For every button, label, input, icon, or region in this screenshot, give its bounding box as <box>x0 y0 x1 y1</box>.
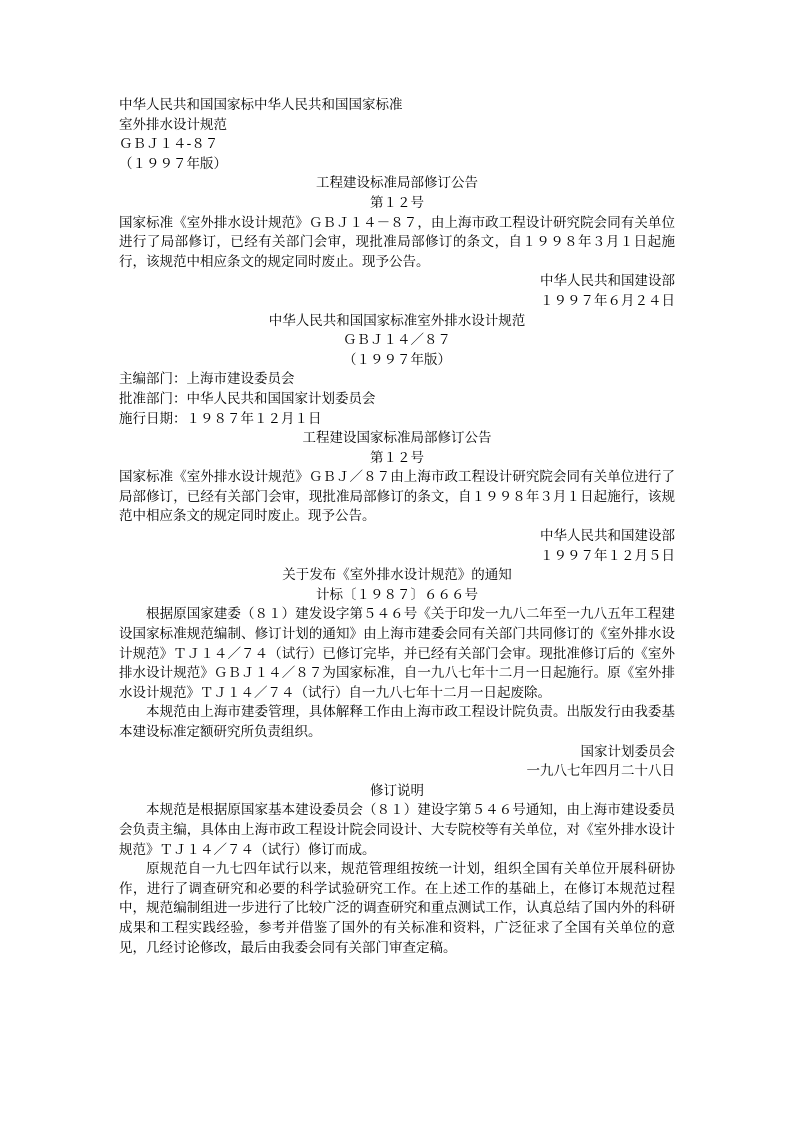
release-date: 一九八七年四月二十八日 <box>526 763 675 780</box>
notice1-date: １９９７年６月２４日 <box>540 292 675 309</box>
standard-approver: 批准部门：中华人民共和国国家计划委员会 <box>119 390 376 407</box>
notice2-number: 第１２号 <box>370 449 424 466</box>
release-number: 计标〔１９８７〕６６６号 <box>316 586 478 603</box>
standard-title: 中华人民共和国国家标准室外排水设计规范 <box>268 312 526 329</box>
notice2-title: 工程建设国家标准局部修订公告 <box>302 430 492 447</box>
notice1-number: 第１２号 <box>370 194 424 211</box>
notice2-date: １９９７年１２月５日 <box>540 547 675 564</box>
revision-title: 修订说明 <box>370 782 424 799</box>
standard-code: ＧＢＪ１４／８７ <box>343 332 451 349</box>
release-paragraph-2: 本规范由上海市建委管理，具体解释工作由上海市政工程设计院负责。出版发行由我委基本建设标准定额研究所负责组织。 <box>119 704 675 740</box>
revision-paragraph-2: 原规范自一九七四年试行以来，规范管理组按统一计划，组织全国有关单位开展科研协作，进行了调查研究和必要的科学试验研究工作。在上述工作的基础上，在修订本规范过程中，规范编制组进一步进行了比较广泛的调查研究和重点测试工作，认真总结了国内外的科研成果和工程实践经验，参考并借鉴了国外的有关标准和资料，广泛征求了全国有关单位的意见，几经讨论修改，最后由我委会同有关部门审查定稿。 <box>119 861 675 956</box>
revision-paragraph-1: 本规范是根据原国家基本建设委员会（８１）建设字第５４６号通知，由上海市建设委员会负责主编，具体由上海市政工程设计院会同设计、大专院校等有关单位，对《室外排水设计规范》ＴＪ１４／７４（试行）修订而成。 <box>119 802 675 858</box>
notice2-issuer: 中华人民共和国建设部 <box>540 528 675 545</box>
notice1-title: 工程建设标准局部修订公告 <box>316 175 478 192</box>
notice1-body: 国家标准《室外排水设计规范》ＧＢＪ１４－８７，由上海市政工程设计研究院会同有关单位进行了局部修订，已经有关部门会审，现批准局部修订的条文，自１９９８年３月１日起施行，该规范中相应条文的规定同时废止。现予公告。 <box>119 214 675 270</box>
notice1-issuer: 中华人民共和国建设部 <box>540 273 675 290</box>
header-line-1: 中华人民共和国国家标中华人民共和国国家标准 <box>119 97 403 113</box>
header-code: ＧＢＪ１４-８７ <box>119 136 219 153</box>
standard-edition: （１９９７年版） <box>343 351 451 368</box>
header-edition: （１９９７年版） <box>119 155 227 172</box>
header-title: 室外排水设计规范 <box>119 116 227 133</box>
release-paragraph-1: 根据原国家建委（８１）建发设字第５４６号《关于印发一九八二年至一九八五年工程建设国家标准规范编制、修订计划的通知》由上海市建委会同有关部门共同修订的《室外排水设计规范》ＴＪ１４／７４（试行）已修订完毕，并已经有关部门会审。现批准修订后的《室外排水设计规范》ＧＢＪ１４／８７为国家标准，自一九八七年十二月一日起施行。原《室外排水设计规范》ＴＪ１４／７４（试行）自一九八七年十二月一日起废除。 <box>119 606 675 701</box>
release-issuer: 国家计划委员会 <box>580 743 675 760</box>
standard-effective-date: 施行日期：１９８７年１２月１日 <box>119 410 322 427</box>
document-page <box>119 96 675 958</box>
standard-editor: 主编部门：上海市建设委员会 <box>119 371 295 388</box>
notice2-body: 国家标准《室外排水设计规范》ＧＢＪ／８７由上海市政工程设计研究院会同有关单位进行了局部修订，已经有关部门会审，现批准局部修订的条文，自１９９８年３月１日起施行，该规范中相应条文的规定同时废止。现予公告。 <box>119 469 675 525</box>
release-title: 关于发布《室外排水设计规范》的通知 <box>282 567 512 584</box>
